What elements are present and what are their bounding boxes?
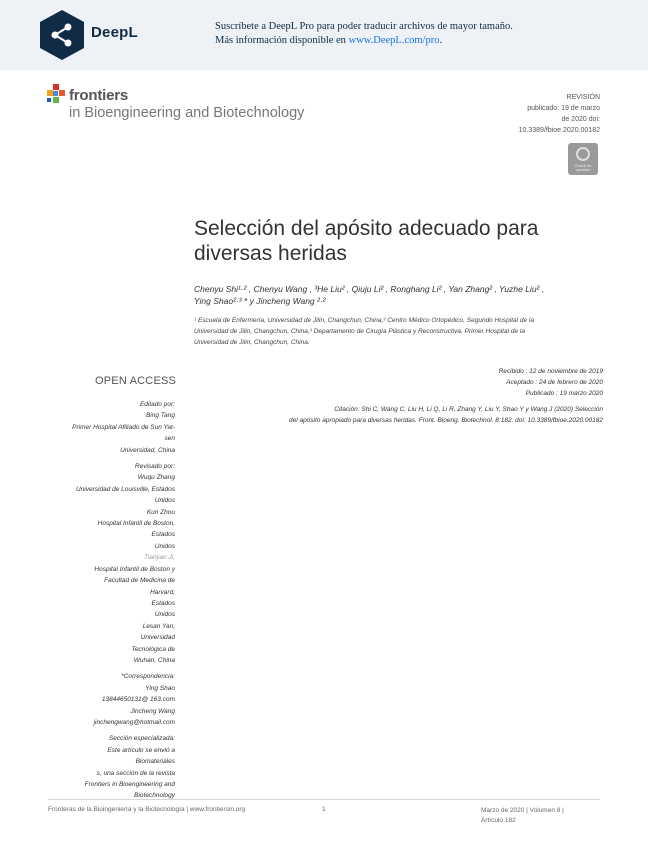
correspondence-email[interactable]: 13844650131@ 163.com xyxy=(101,696,175,704)
article-dates xyxy=(499,366,603,399)
published-year: de 2020 doi: xyxy=(561,116,600,123)
crossmark-icon xyxy=(576,147,590,161)
editor-line: Bing Tang xyxy=(145,412,175,420)
check-for-updates-badge[interactable] xyxy=(568,143,598,175)
affiliation-line-3: Universidad de Jilin, Changchun, China. xyxy=(194,339,310,346)
specialty-section-line: s, una sección de la revista xyxy=(96,769,175,777)
reviewer-line: Harvard, xyxy=(150,588,175,596)
reviewer-line: Universidad xyxy=(140,634,175,642)
specialty-section-line: Este artículo se envió a xyxy=(107,746,175,754)
banner-line-2-text: Más información disponible en xyxy=(215,35,349,46)
article-type: REVISIÓN xyxy=(566,94,600,101)
reviewer-line: Tecnológica de xyxy=(131,645,175,653)
citation-line-1: Citación: Shi C, Wang C, Liu H, Li Q, Li R, Zhang Y, Liu Y, Shao Y y Wang J (2020) Selección xyxy=(334,406,603,413)
frontiers-logo-icon xyxy=(47,84,67,106)
accepted-date: Aceptado : 24 de febrero de 2020 xyxy=(506,379,603,386)
banner-line-1: Suscríbete a DeepL Pro para poder traducir archivos de mayor tamaño. xyxy=(215,21,513,32)
footer-journal: Fronteras de la Bioingeniería y la Biotecnología | www.frontiersin.org xyxy=(48,806,246,813)
crossmark-label: Check for updates xyxy=(574,163,592,172)
specialty-section-heading: Sección especializada: xyxy=(108,735,175,743)
open-access-label: OPEN ACCESS xyxy=(95,375,177,387)
footer-issue-line-2: Artículo 182 xyxy=(481,817,516,824)
published-date: publicado: 19 de marzo xyxy=(527,105,600,112)
affiliations xyxy=(194,315,594,348)
deepl-brand: DeepL xyxy=(91,24,138,41)
footer-issue xyxy=(481,806,564,826)
footer-issue-line-1: Marzo de 2020 | Volumen 8 | xyxy=(481,807,564,814)
reviewer-line: Unidos xyxy=(154,611,175,619)
deepl-banner xyxy=(0,0,648,70)
sidebar-info xyxy=(55,399,175,802)
reviewed-by-heading: Revisado por: xyxy=(134,463,175,471)
specialty-section-line: Biotechnology xyxy=(134,792,175,800)
banner-line-2 xyxy=(215,34,513,48)
editor-line: Primer Hospital Afiliado de Sun Yat- xyxy=(72,423,175,431)
author-list xyxy=(194,283,609,307)
correspondence-line: Ying Shao xyxy=(145,684,175,692)
editor-line: Universidad, China xyxy=(120,446,175,454)
specialty-section-line: Frontiers in Bioengineering and xyxy=(84,781,175,788)
article-title: Selección del apósito adecuado para diversas heridas xyxy=(194,217,539,265)
reviewer-line: Unidos xyxy=(154,542,175,550)
reviewer-line: Estados xyxy=(151,531,175,539)
reviewer-line: Estados xyxy=(151,599,175,607)
article-meta xyxy=(460,92,600,136)
footer-page-number: 1 xyxy=(322,806,326,813)
reviewer-line: Kun Zhou xyxy=(146,508,175,516)
banner-line-2-end: . xyxy=(439,35,443,46)
journal-brand: frontiers xyxy=(69,87,129,104)
deepl-logo-icon xyxy=(38,9,86,61)
citation-line-2: del apósito apropiado para diversas heridas. Front. Bioeng. Biotechnol. 8:182. doi: 10.3389/fbioe.2020.00182 xyxy=(288,417,603,424)
correspondence-email[interactable]: jinchengwang@hotmail.com xyxy=(93,718,175,726)
reviewer-line: Facultad de Medicina de xyxy=(104,577,175,585)
authors-line-1: Chenyu Shi¹·² , Chenyu Wang , ³He Liu² , Qiuju Li² , Ronghang Li² , Yan Zhang² , Yuzhe Liu² , xyxy=(194,284,545,294)
authors-line-2: Ying Shao²·³ * y Jincheng Wang ²·² xyxy=(194,296,326,306)
correspondence-heading: *Correspondencia: xyxy=(121,673,175,681)
reviewer-line: Unidos xyxy=(154,497,175,505)
deepl-pro-link[interactable]: www.DeepL.com/pro xyxy=(348,35,440,46)
reviewer-line: Universidad de Louisville, Estados xyxy=(76,485,175,493)
footer-divider xyxy=(48,799,600,800)
reviewer-line: Hospital Infantil de Boston y xyxy=(94,565,175,573)
reviewer-line: Hospital Infantil de Boston, xyxy=(97,520,175,528)
edited-by-heading: Editado por: xyxy=(139,401,175,408)
reviewer-line: Lesan Yan, xyxy=(142,622,175,630)
published-date-2: Publicado : 19 marzo 2020 xyxy=(525,390,603,397)
doi-link[interactable]: 10.3389/fbioe.2020.00182 xyxy=(518,127,600,134)
affiliation-line-1: ¹ Escuela de Enfermería, Universidad de Jilin, Changchun, China,² Centro Médico Ortopédico, Segundo Hospital de la xyxy=(194,317,534,324)
received-date: Recibido : 12 de noviembre de 2019 xyxy=(498,368,603,375)
reviewer-line: Wuhan, China xyxy=(133,656,175,664)
reviewer-line: Tianjiao Ji, xyxy=(143,554,175,562)
affiliation-line-2: Universidad de Jilin, Changchun, China,³ Departamento de Cirugía Plástica y Reconstructiva, Primer Hospital de la xyxy=(194,328,525,335)
journal-name: in Bioengineering and Biotechnology xyxy=(69,105,305,121)
editor-line: sen xyxy=(164,435,175,443)
banner-message xyxy=(215,20,513,48)
specialty-section-line: Biomateriales xyxy=(135,758,175,766)
citation xyxy=(223,404,603,426)
reviewer-line: Wuqu Zhang xyxy=(137,474,175,482)
correspondence-line: Jincheng Wang xyxy=(130,707,175,715)
